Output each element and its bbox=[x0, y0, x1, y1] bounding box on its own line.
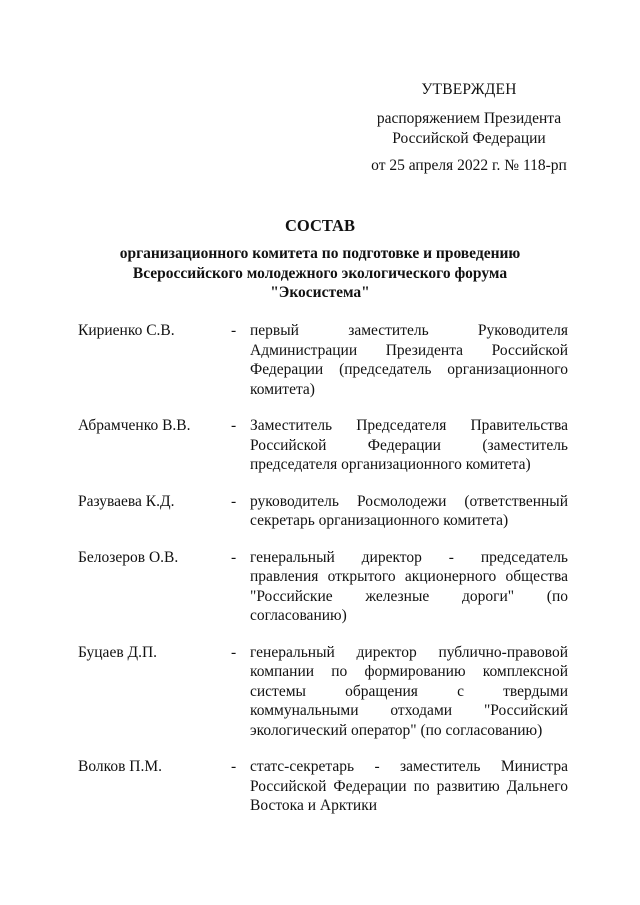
member-name: Разуваева К.Д. bbox=[78, 492, 175, 510]
member-role: генеральный директор - председатель правления открытого акционерного общества "Российские железные дороги" (по согласованию) bbox=[250, 548, 568, 624]
member-role: первый заместитель Руководителя Администрации Президента Российской Федерации (председатель организационного комитета) bbox=[250, 322, 568, 398]
title-line-3: "Экосистема" bbox=[270, 284, 370, 301]
approval-line-1: распоряжением Президента bbox=[376, 110, 562, 127]
member-row bbox=[78, 492, 568, 531]
document-title bbox=[60, 216, 580, 303]
member-row bbox=[78, 643, 568, 741]
member-dash: - bbox=[231, 417, 237, 434]
member-dash: - bbox=[231, 548, 237, 566]
member-role: Заместитель Председателя Правительства Российской Федерации (заместитель председателя организационного комитета) bbox=[250, 417, 568, 473]
member-dash: - bbox=[231, 492, 237, 510]
member-row bbox=[78, 548, 568, 626]
member-name: Кириенко С.В. bbox=[78, 322, 175, 339]
title-line-1: организационного комитета по подготовке и проведению bbox=[119, 245, 521, 262]
member-dash: - bbox=[231, 643, 237, 661]
member-role: генеральный директор публично-правовой компании по формированию комплексной системы обращения с твердыми коммунальными отходами "Российский экологический оператор" (по согласованию) bbox=[250, 643, 568, 739]
approval-heading: УТВЕРЖДЕН bbox=[421, 81, 517, 98]
member-name: Белозеров О.В. bbox=[78, 548, 179, 566]
member-dash: - bbox=[231, 758, 237, 775]
member-list bbox=[78, 321, 568, 833]
approval-line-2: Российской Федерации bbox=[392, 130, 546, 147]
member-row bbox=[78, 416, 568, 475]
member-name: Буцаев Д.П. bbox=[78, 643, 158, 661]
member-row bbox=[78, 321, 568, 399]
member-role: статс-секретарь - заместитель Министра Российской Федерации по развитию Дальнего Востока и Арктики bbox=[250, 758, 568, 814]
member-name: Абрамченко В.В. bbox=[78, 417, 191, 434]
member-name: Волков П.М. bbox=[78, 758, 163, 775]
title-main: СОСТАВ bbox=[285, 216, 355, 235]
approval-line-3: от 25 апреля 2022 г. № 118-рп bbox=[371, 157, 567, 174]
title-line-2: Всероссийского молодежного экологического форума bbox=[132, 264, 508, 282]
member-role: руководитель Росмолодежи (ответственный секретарь организационного комитета) bbox=[250, 492, 568, 529]
approval-block bbox=[340, 80, 598, 176]
member-dash: - bbox=[231, 322, 237, 339]
member-row bbox=[78, 757, 568, 816]
